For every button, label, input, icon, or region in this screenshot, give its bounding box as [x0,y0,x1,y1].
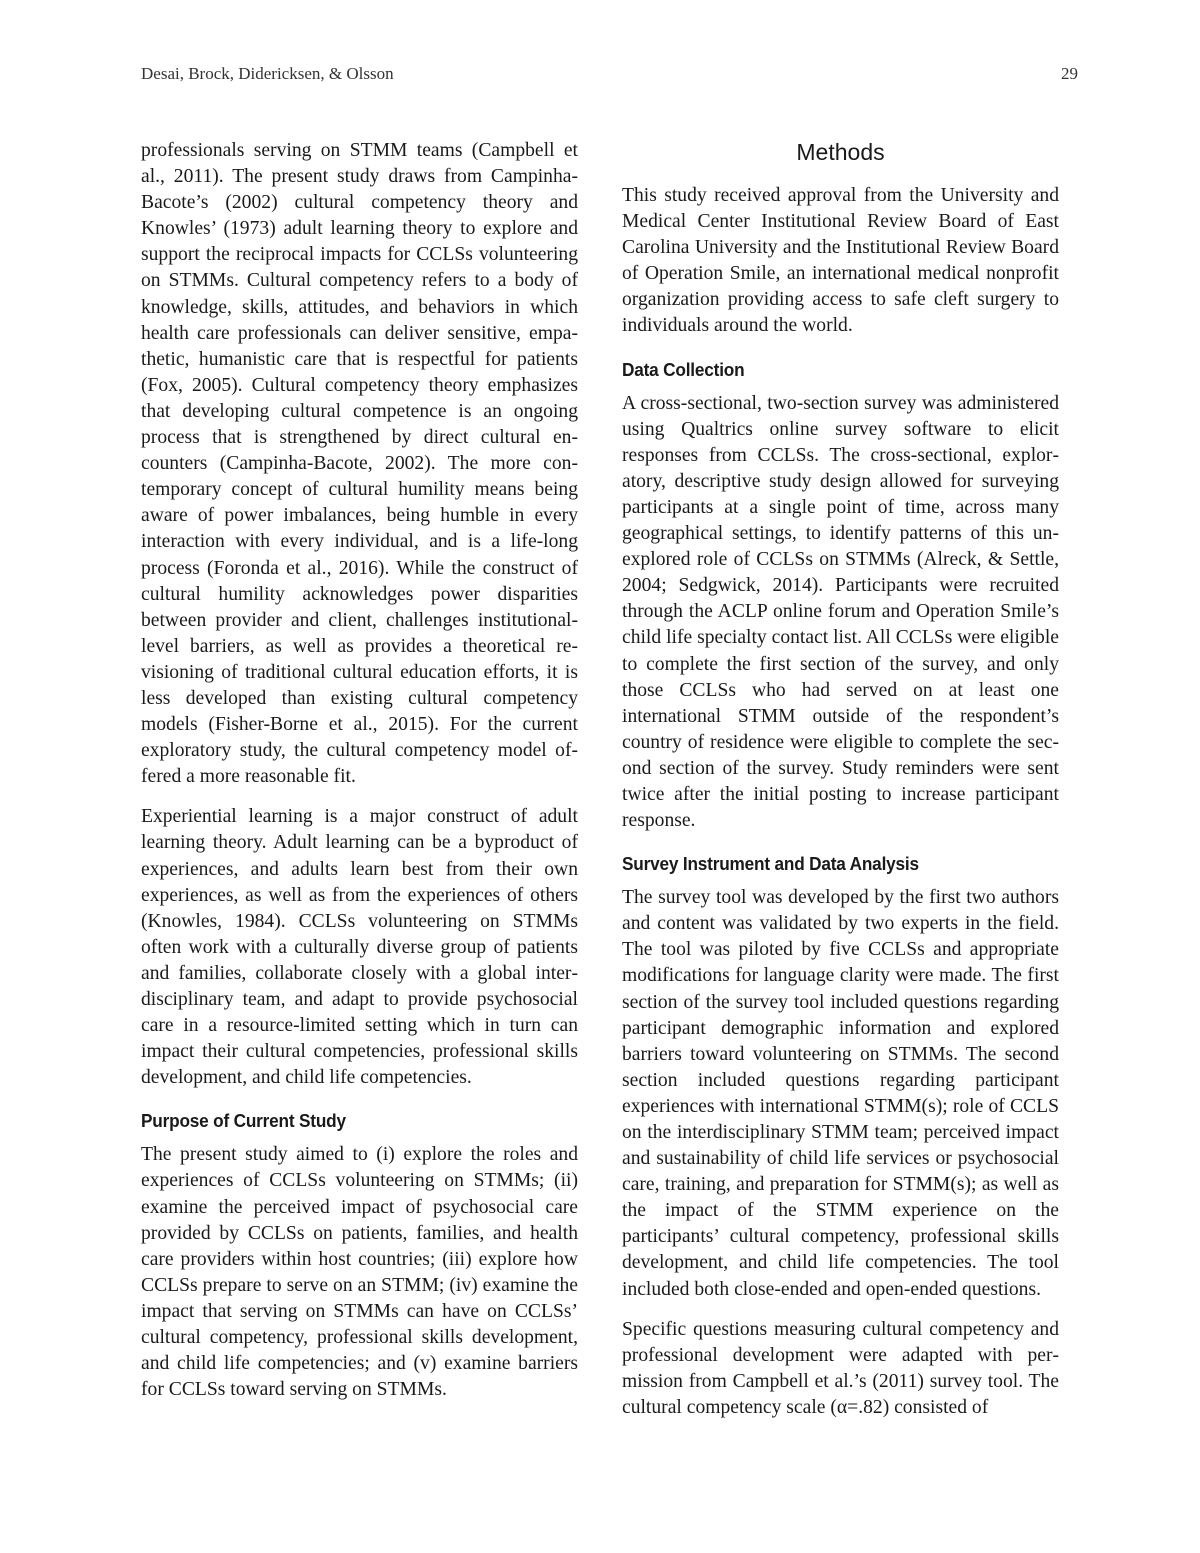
paragraph-survey-questions: Specific questions measuring cultural competency and professional development were adapted with permission from Campbell et al.’s (2011) survey tool. The cultural competency scale (α=.82) consisted of [622,1318,1059,1418]
heading-survey-instrument: Survey Instrument and Data Analysis [622,853,919,875]
paragraph-survey-tool: The survey tool was developed by the first two authors and content was validated by two experts in the field. The tool was piloted by five CCLSs and appropriate modifications for language clarity were made. The first section of the survey tool included questions regarding participant demographic information and explored barriers toward volunteering on STMMs. The second section included questions regarding participant experiences with international STMM(s); role of CCLS on the interdisciplinary STMM team; perceived impact and sustainability of child life services or psychosocial care, training, and preparation for STMM(s); as well as the impact of the STMM experience on the participants’ cultural competency, professional skills development, and child life competencies. The tool included both close-ended and open-ended questions. [622,887,1059,1300]
heading-methods: Methods [796,139,885,165]
heading-data-collection: Data Collection [622,358,745,380]
heading-purpose: Purpose of Current Study [141,1110,346,1132]
right-column [622,138,1059,1421]
page-number: 29 [1061,64,1078,83]
paragraph-methods: This study received approval from the University and Medical Center Institutional Review Board of East Carolina University and the Institutional Review Board of Operation Smile, an international medical nonprofit organization providing access to safe cleft surgery to individuals around the world. [622,185,1059,337]
left-column [141,138,578,1403]
paragraph-data-collection: A cross-sectional, two-section survey was administered using Qualtrics online survey software to elicit responses from CCLSs. The cross-sectional, exploratory, descriptive study design allowed for surveying participants at a single point of time, across many geographical settings, to identify patterns of this unexplored role of CCLSs on STMMs (Alreck, & Settle, 2004; Sedgwick, 2014). Participants were recruited through the ACLP online forum and Operation Smile’s child life specialty contact list. All CCLSs were eligible to complete the first section of the survey, and only those CCLSs who had served on at least one international STMM outside of the respondent’s country of residence were eligible to complete the second section of the survey. Study reminders were sent twice after the initial posting to increase participant response. [622,392,1059,832]
paragraph-theory: professionals serving on STMM teams (Campbell et al., 2011). The present study draws from Campinha-Bacote’s (2002) cultural competency theory and Knowles’ (1973) adult learning theory to explore and support the reciprocal impacts for CCLSs volunteering on STMMs. Cultural competency refers to a body of knowledge, skills, attitudes, and behaviors in which health care professionals can deliver sensitive, empathetic, humanistic care that is respectful for patients (Fox, 2005). Cultural competency theory emphasizes that developing cultural competence is an ongoing process that is strengthened by direct cultural encounters (Campinha-Bacote, 2002). The more contemporary concept of cultural humility means being aware of power imbalances, being humble in every interaction with every individual, and is a life-long process (Foronda et al., 2016). While the construct of cultural humility acknowledges power disparities between provider and client, challenges institutional-level barriers, as well as provides a theoretical re-visioning of traditional cultural education efforts, it is less developed than existing cultural competency models (Fisher-Borne et al., 2015). For the current exploratory study, the cultural competency model offered a more reasonable fit. [141,140,578,788]
paragraph-purpose: The present study aimed to (i) explore the roles and experiences of CCLSs volunteering on STMMs; (ii) examine the perceived impact of psychosocial care provided by CCLSs on patients, families, and health care providers within host countries; (iii) explore how CCLSs prepare to serve on an STMM; (iv) examine the impact that serving on STMMs can have on CCLSs’ cultural competency, professional skills development, and child life competencies; and (v) examine barriers for CCLSs toward serving on STMMs. [141,1144,578,1401]
running-header-authors: Desai, Brock, Didericksen, & Olsson [141,64,394,83]
paragraph-experiential-learning: Experiential learning is a major construct of adult learning theory. Adult learning can be a byproduct of experiences, and adults learn best from their own experiences, as well as from the experiences of others (Knowles, 1984). CCLSs volunteering on STMMs often work with a culturally diverse group of patients and families, collaborate closely with a global interdisciplinary team, and adapt to provide psychosocial care in a resource-limited setting which in turn can impact their cultural competencies, professional skills development, and child life competencies. [141,806,578,1089]
